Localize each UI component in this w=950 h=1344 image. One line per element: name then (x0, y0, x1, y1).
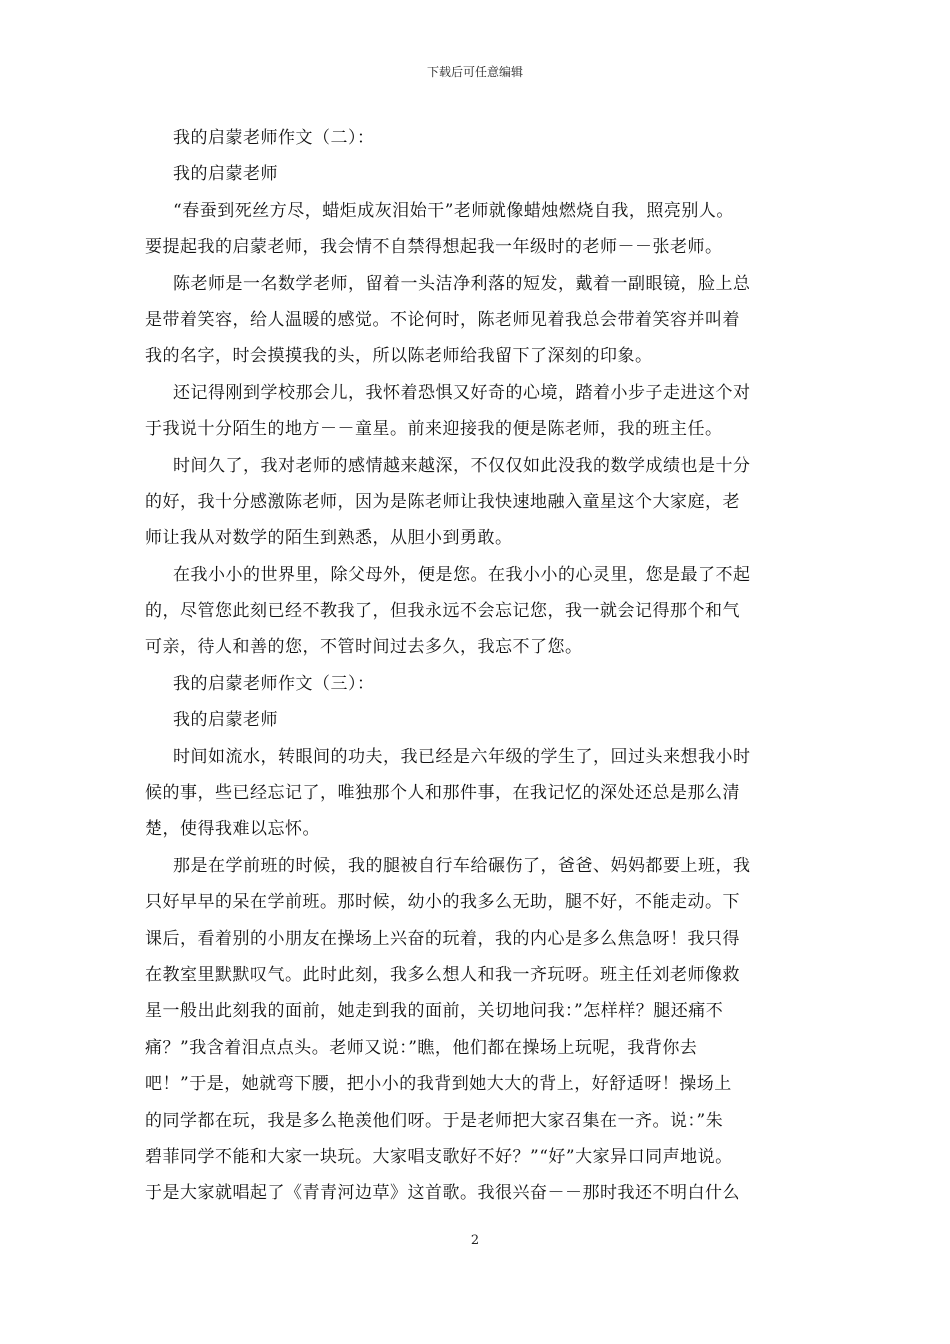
text-line: 只好早早的呆在学前班。那时候，幼小的我多么无助，腿不好，不能走动。下 (145, 892, 740, 913)
text-line: 在我小小的世界里，除父母外，便是您。在我小小的心灵里，您是最了不起 (173, 564, 751, 585)
text-line: 吧！”于是，她就弯下腰，把小小的我背到她大大的背上，好舒适呀！操场上 (145, 1074, 732, 1095)
text-line: 师让我从对数学的陌生到熟悉，从胆小到勇敢。 (145, 528, 513, 549)
text-line: 星一般出此刻我的面前，她走到我的面前，关切地问我：”怎样样？腿还痛不 (145, 1001, 724, 1022)
text-line: 于是大家就唱起了《青青河边草》这首歌。我很兴奋－－那时我还不明白什么 (145, 1183, 740, 1204)
text-line: 碧菲同学不能和大家一块玩。大家唱支歌好不好？”“好”大家异口同声地说。 (145, 1146, 733, 1167)
text-line: 的，尽管您此刻已经不教我了，但我永远不会忘记您，我一就会记得那个和气 (145, 601, 740, 622)
text-line: 陈老师是一名数学老师，留着一头洁净利落的短发，戴着一副眼镜，脸上总 (173, 273, 751, 294)
text-line: “春蚕到死丝方尽，蜡炬成灰泪始干”老师就像蜡烛燃烧自我，照亮别人。 (173, 200, 734, 221)
text-line: 的同学都在玩，我是多么艳羡他们呀。于是老师把大家召集在一齐。说：”朱 (145, 1110, 724, 1131)
text-line: 痛？”我含着泪点点头。老师又说：”瞧，他们都在操场上玩呢，我背你去 (145, 1037, 698, 1058)
text-line: 时间如流水，转眼间的功夫，我已经是六年级的学生了，回过头来想我小时 (173, 746, 751, 767)
text-line: 的好，我十分感激陈老师，因为是陈老师让我快速地融入童星这个大家庭，老 (145, 491, 740, 512)
text-line: 可亲，待人和善的您，不管时间过去多久，我忘不了您。 (145, 637, 583, 658)
text-line: 我的启蒙老师作文（二）： (173, 128, 375, 148)
text-line: 我的启蒙老师 (173, 710, 278, 731)
text-line: 时间久了，我对老师的感情越来越深，不仅仅如此没我的数学成绩也是十分 (173, 455, 751, 476)
page-number: 2 (470, 1233, 480, 1248)
text-line: 是带着笑容，给人温暖的感觉。不论何时，陈老师见着我总会带着笑容并叫着 (145, 309, 740, 330)
text-line: 我的启蒙老师作文（三）： (173, 673, 375, 694)
text-line: 我的名字，时会摸摸我的头，所以陈老师给我留下了深刻的印象。 (145, 346, 653, 367)
text-line: 楚，使得我难以忘怀。 (145, 819, 320, 840)
text-line: 于我说十分陌生的地方－－童星。前来迎接我的便是陈老师，我的班主任。 (145, 419, 723, 440)
page-header-note: 下载后可任意编辑 (426, 65, 523, 79)
text-line: 课后，看着别的小朋友在操场上兴奋的玩着，我的内心是多么焦急呀！我只得 (145, 928, 740, 949)
text-line: 在教室里默默叹气。此时此刻，我多么想人和我一齐玩呀。班主任刘老师像救 (145, 964, 740, 985)
essay-body (145, 120, 810, 1212)
text-line: 候的事，些已经忘记了，唯独那个人和那件事，在我记忆的深处还总是那么清 (145, 783, 740, 804)
text-line: 还记得刚到学校那会儿，我怀着恐惧又好奇的心境，踏着小步子走进这个对 (173, 382, 751, 403)
text-line: 要提起我的启蒙老师，我会情不自禁得想起我一年级时的老师－－张老师。 (145, 237, 723, 258)
text-line: 那是在学前班的时候，我的腿被自行车给碾伤了，爸爸、妈妈都要上班，我 (173, 855, 751, 876)
text-line: 我的启蒙老师 (173, 164, 278, 185)
